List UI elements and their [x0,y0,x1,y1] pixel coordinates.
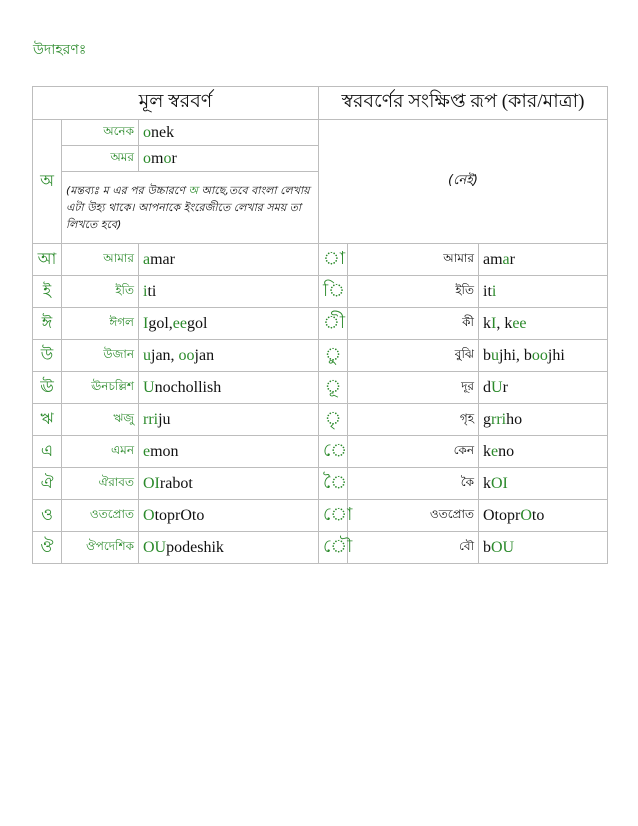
roman-highlight: i [143,282,148,300]
second-example-word: অমর [62,146,139,172]
roman-text: nek [151,123,175,141]
sign-example-word: বুঝি [348,340,479,372]
sign-example-roman [479,340,608,372]
sign-example-roman [479,404,608,436]
sign-example-word: দূর [348,372,479,404]
roman-text: toprOto [154,506,205,524]
roman-text: jan, [151,346,179,364]
table-row [33,244,608,276]
note-text: আছে,তবে বাংলা লেখায় এটা উহ্য থাকে। আপনাকে ইংরেজীতে লেখার সময় তা লিখতে হবে) [66,184,310,231]
example-roman [139,436,319,468]
roman-highlight: e [143,442,151,460]
vowel-table [32,86,608,564]
roman-text: r [502,378,508,396]
table-row [33,436,608,468]
vowel-letter: ঋ [33,404,62,436]
table-row [33,500,608,532]
roman-highlight: o [143,123,151,141]
example-roman [139,308,319,340]
example-roman [139,500,319,532]
vowel-sign: া [319,244,348,276]
roman-highlight: o [163,149,172,167]
vowel-sign: ূ [319,372,348,404]
roman-highlight: I [143,314,149,332]
vowel-sign: ৌ [319,532,348,564]
sign-example-word: কৈ [348,468,479,500]
example-roman [139,532,319,564]
roman-highlight: oo [178,346,195,364]
vowel-letter: আ [33,244,62,276]
roman-text: d [483,378,491,396]
roman-highlight: rri [491,410,507,428]
example-heading: উদাহরণঃ [33,42,87,58]
vowel-sign: ো [319,500,348,532]
roman-text: jan [194,346,215,364]
roman-highlight: oo [531,346,548,364]
example-word: ঋজু [62,404,139,436]
roman-highlight: a [143,250,151,268]
roman-text: k [483,314,491,332]
sign-example-word: আমার [348,244,479,276]
roman-highlight: U [491,378,503,396]
example-word: আমার [62,244,139,276]
table-row [33,276,608,308]
roman-text: rabot [159,474,193,492]
vowel-sign: ি [319,276,348,308]
vowel-rows [33,244,608,564]
sign-example-word: বৌ [348,532,479,564]
sign-example-roman [479,372,608,404]
example-roman [139,244,319,276]
no-sign-cell: (নেই) [319,120,608,244]
sign-example-word: কেন [348,436,479,468]
roman-text: gol [186,314,208,332]
example-word: ওতপ্রোত [62,500,139,532]
sign-example-word: গৃহ [348,404,479,436]
roman-text: jhi [547,346,565,364]
roman-highlight: ee [512,314,527,332]
roman-text: ju [158,410,171,428]
roman-text: podeshik [166,538,224,556]
example-roman [139,404,319,436]
example-word: ঈগল [62,308,139,340]
sign-example-roman [479,308,608,340]
example-word: ঔপদেশিক [62,532,139,564]
roman-text: g [483,410,491,428]
roman-text: k [483,442,491,460]
example-word: এমন [62,436,139,468]
vowel-letter: ঐ [33,468,62,500]
vowel-letter: এ [33,436,62,468]
sign-example-roman [479,436,608,468]
example-word: ইতি [62,276,139,308]
roman-highlight: O [520,506,532,524]
roman-text: k [483,474,491,492]
note-text: (মন্তব্যঃ ম এর পর উচ্চারণে [66,184,189,197]
note-cell [62,172,319,244]
vowel-letter: ও [33,500,62,532]
example-roman [139,372,319,404]
sign-example-roman [479,468,608,500]
table-row [33,468,608,500]
roman-text: b [483,538,491,556]
first-vowel: অ [33,120,62,244]
sign-example-roman [479,276,608,308]
roman-text: to [531,506,545,524]
roman-highlight: OI [491,474,508,492]
vowel-sign: ী [319,308,348,340]
first-example-roman [139,120,319,146]
sign-example-word: ইতি [348,276,479,308]
roman-text: m [151,149,164,167]
sign-example-word: কী [348,308,479,340]
example-word: ঐরাবত [62,468,139,500]
roman-highlight: rri [143,410,159,428]
example-roman [139,276,319,308]
vowel-letter: ঔ [33,532,62,564]
sign-example-roman [479,244,608,276]
roman-text: b [483,346,491,364]
roman-text: gol, [148,314,173,332]
vowel-sign: ে [319,436,348,468]
example-word: ঊনচল্লিশ [62,372,139,404]
table-row [33,372,608,404]
roman-text: nochollish [154,378,222,396]
first-example-word: অনেক [62,120,139,146]
example-roman [139,340,319,372]
roman-text: Otopr [483,506,521,524]
roman-text: r [171,149,177,167]
example-roman [139,468,319,500]
roman-highlight: U [143,378,155,396]
roman-highlight: I [491,314,497,332]
roman-highlight: e [491,442,499,460]
roman-text: mar [150,250,175,268]
vowel-sign: ু [319,340,348,372]
vowel-letter: ঈ [33,308,62,340]
roman-highlight: OI [143,474,160,492]
roman-highlight: O [143,506,155,524]
roman-text: no [498,442,515,460]
roman-text: am [483,250,503,268]
roman-text: r [509,250,515,268]
vowel-column-header: মূল স্বরবর্ণ [33,87,319,120]
roman-text: jhi, b [499,346,532,364]
roman-highlight: o [143,149,151,167]
vowel-sign: ৃ [319,404,348,436]
table-row [33,532,608,564]
table-row [33,308,608,340]
example-word: উজান [62,340,139,372]
second-example-roman [139,146,319,172]
roman-highlight: i [491,282,497,300]
sign-column-header: স্বরবর্ণের সংক্ষিপ্ত রূপ (কার/মাত্রা) [319,87,608,120]
roman-highlight: u [491,346,499,364]
roman-highlight: ee [172,314,187,332]
table-row [33,404,608,436]
roman-text: it [483,282,492,300]
sign-example-roman [479,532,608,564]
table-row [33,340,608,372]
roman-highlight: OU [491,538,515,556]
sign-example-word: ওতপ্রোত [348,500,479,532]
roman-text: ho [506,410,523,428]
roman-text: ti [147,282,157,300]
roman-highlight: OU [143,538,167,556]
roman-highlight: a [502,250,510,268]
roman-text: , k [496,314,513,332]
vowel-letter: ই [33,276,62,308]
sign-example-roman [479,500,608,532]
roman-highlight: u [143,346,151,364]
vowel-letter: ঊ [33,372,62,404]
note-highlight: অ [188,184,198,197]
roman-text: mon [150,442,179,460]
vowel-letter: উ [33,340,62,372]
vowel-sign: ৈ [319,468,348,500]
